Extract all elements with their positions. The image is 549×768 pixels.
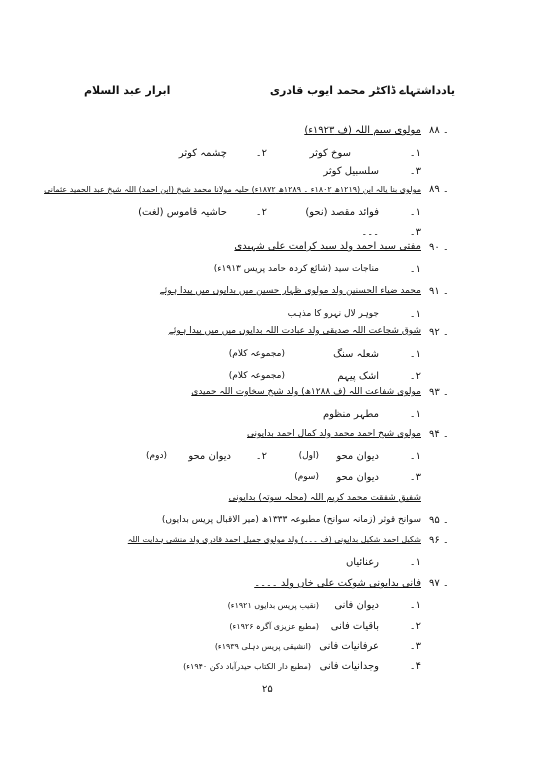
list-item: ۔۔۔ xyxy=(361,227,379,238)
list-marker: ۱۔ xyxy=(409,409,421,420)
list-marker: ۱۔ xyxy=(409,207,421,218)
list-item: سوخ کوثر xyxy=(309,148,351,159)
item-note: (سوم) xyxy=(294,472,319,482)
list-item: شعلہ سنگ xyxy=(333,349,379,360)
entry-title: مولوی سیم اللہ (ف ۱۹۲۳ء) xyxy=(304,125,421,136)
list-marker: ۲۔ xyxy=(255,148,267,159)
entry-title: محمد ضیاء الحسنین ولد مولوی ظہار حسین میں بدایوں میں پیدا ہوئے xyxy=(159,286,421,296)
entry-title: شفیق شفقت محمد کریم اللہ (محلہ سوتہ) بدایونی xyxy=(228,493,421,503)
item-note: (دوم) xyxy=(146,451,167,461)
item-note: (مجموعہ کلام) xyxy=(228,371,285,381)
entry-title: مولوی بنا یالہ ابن (۱۲۱۹ھ ۱۸۰۲ء ۔ ۱۲۸۹ھ ۱۸۷۲ء) حلیہ مولانا محمد شیخ (ابن احمد) اللہ شیخ عبد الحمید عثمانی xyxy=(44,185,421,194)
item-note: (انشیقی پریس دہلی ۱۹۳۹ء) xyxy=(214,642,311,651)
entry-number: ۸۹ ۔ xyxy=(429,184,449,195)
list-item: باقیات فانی xyxy=(330,621,379,632)
page-number: ۲۵ xyxy=(262,684,273,695)
list-item: اشک پیہم xyxy=(337,371,379,382)
item-note: (نقیب پریس بدایوں ۱۹۲۱ء) xyxy=(227,601,319,610)
list-item: عرفانیات فانی xyxy=(319,641,379,652)
list-item: دیوان فانی xyxy=(334,600,379,611)
entry-number: ۹۷ ۔ xyxy=(429,578,449,589)
list-item: جوہر لال نہرو کا مذہب xyxy=(287,309,379,319)
header-compiler-name: ابرار عبد السلام xyxy=(84,84,171,97)
list-item: وجدانیات فانی xyxy=(319,661,379,672)
list-item: چشمہ کوثر xyxy=(178,148,227,159)
entry-number: ۸۸ ۔ xyxy=(429,125,449,136)
entry-title: مولوی شفاعت اللہ (ف ۱۲۸۸ھ) ولد شیخ سخاوت اللہ حمیدی xyxy=(191,387,421,397)
list-marker: ۲۔ xyxy=(409,371,421,382)
list-marker: ۱۔ xyxy=(409,600,421,611)
entry-number: ۹۱ ۔ xyxy=(429,286,449,297)
list-marker: ۱۔ xyxy=(409,349,421,360)
list-marker: ۲۔ xyxy=(255,207,267,218)
list-marker: ۱۔ xyxy=(409,148,421,159)
list-item: سلسبیل کوثر xyxy=(323,166,379,177)
item-note: (اول) xyxy=(298,451,319,461)
list-item: مناجات سید (شائع کردہ حامد پریس ۱۹۱۳ء) xyxy=(213,264,379,274)
list-item: مطہر منظوم xyxy=(322,409,379,420)
item-note: (مجموعہ کلام) xyxy=(228,349,285,359)
entry-number: ۹۶ ۔ xyxy=(429,535,449,546)
entry-number: ۹۰ ۔ xyxy=(429,242,449,253)
list-marker: ۱۔ xyxy=(409,451,421,462)
list-marker: ۳۔ xyxy=(409,227,421,238)
list-marker: ۳۔ xyxy=(409,472,421,483)
list-marker: ۴۔ xyxy=(409,661,421,672)
item-note: (مطبع دار الکتاب حیدرآباد دکن ۱۹۴۰ء) xyxy=(183,662,311,671)
list-item: دیوان محو xyxy=(336,451,379,462)
list-item: دیوان محو xyxy=(188,451,231,462)
list-marker: ۱۔ xyxy=(409,557,421,568)
entry-title: مولوی شیخ احمد محمد ولد کمال احمد بدایونی xyxy=(246,429,421,439)
entry-number: ۹۵ ۔ xyxy=(429,515,449,526)
entry-number: ۹۴ ۔ xyxy=(429,429,449,440)
list-marker: ۲۔ xyxy=(409,621,421,632)
list-marker: ۱۔ xyxy=(409,264,421,275)
list-marker: ۲۔ xyxy=(255,451,267,462)
entry-title: فانی بدایونی شوکت علی خاں ولد ۔۔۔۔ xyxy=(254,578,421,589)
entry-title: شکیل احمد شکیل بدایونی (ف ۔۔۔) ولد مولوی جمیل احمد قادری ولد منشی ہدایت اللہ xyxy=(127,535,421,544)
list-item: دیوان محو xyxy=(336,472,379,483)
item-note: (مطبع عزیزی آگرہ ۱۹۲۶ء) xyxy=(229,622,319,631)
list-item: رعنائیاں xyxy=(345,557,379,568)
list-marker: ۳۔ xyxy=(409,166,421,177)
entry-title: سوانح قوثر (زمانہ سوانح) مطبوعہ ۱۳۳۳ھ (میر الاقبال پریس بدایوں) xyxy=(161,515,421,525)
entry-title: شوق شجاعت اللہ صدیقی ولد عبادت اللہ بدایوں میں میں پیدا ہوئے xyxy=(168,326,421,336)
entry-title: مفتی سید احمد ولد سید کرامت علی شہیدی xyxy=(234,241,421,252)
entry-number: ۹۳ ۔ xyxy=(429,387,449,398)
entry-number: ۹۲ ۔ xyxy=(429,327,449,338)
list-marker: ۱۔ xyxy=(409,309,421,320)
header-author-title: یادداشتہاے ڈاکٹر محمد ایوب قادری xyxy=(269,84,455,97)
list-item: فوائد مقصد (نحو) xyxy=(305,207,379,218)
list-marker: ۳۔ xyxy=(409,641,421,652)
list-item: حاشیہ قاموس (لغت) xyxy=(138,207,227,218)
